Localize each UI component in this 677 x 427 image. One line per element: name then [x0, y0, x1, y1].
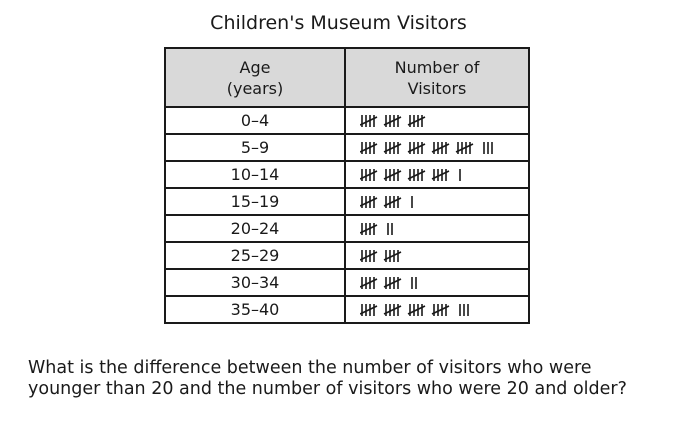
- tally-group-of-five: [432, 169, 449, 181]
- question-text: What is the difference between the number of visitors who were younger than 20 and the number of visitors who were 20 and older?: [28, 358, 627, 399]
- tally-group-of-five: [360, 250, 377, 262]
- tally-marks: [360, 194, 420, 210]
- age-range-cell: 15–19: [165, 188, 345, 215]
- table-row: [165, 188, 529, 215]
- tally-cell: [345, 269, 529, 296]
- table-row: [165, 107, 529, 134]
- age-range-cell: 5–9: [165, 134, 345, 161]
- tally-group-of-five: [360, 277, 377, 289]
- age-range-cell: 20–24: [165, 215, 345, 242]
- age-column-header: [165, 48, 345, 107]
- age-range-cell: 35–40: [165, 296, 345, 323]
- table-row: [165, 161, 529, 188]
- tally-group-of-five: [384, 169, 401, 181]
- age-header-line1: Age: [239, 57, 271, 77]
- table-row: [165, 269, 529, 296]
- tally-marks: [360, 275, 424, 291]
- tally-group-of-five: [384, 196, 401, 208]
- tally-group-of-five: [384, 115, 401, 127]
- tally-group-of-five: [384, 250, 401, 262]
- table-row: [165, 215, 529, 242]
- tally-group-of-five: [360, 196, 377, 208]
- tally-marks: [360, 113, 436, 129]
- tally-cell: [345, 296, 529, 323]
- age-range-cell: 30–34: [165, 269, 345, 296]
- tally-group-of-five: [384, 277, 401, 289]
- table-row: [165, 134, 529, 161]
- tally-group-of-five: [360, 115, 377, 127]
- visitors-column-header: [345, 48, 529, 107]
- tally-group-of-five: [384, 304, 401, 316]
- tally-group-of-five: [408, 304, 425, 316]
- page-title: Children's Museum Visitors: [210, 12, 467, 34]
- tally-group-of-five: [360, 142, 377, 154]
- tally-marks: [360, 140, 500, 156]
- tally-group-of-five: [360, 223, 377, 235]
- tally-marks: [360, 167, 468, 183]
- tally-cell: [345, 107, 529, 134]
- visitors-tally-table: [164, 47, 530, 324]
- tally-group-of-five: [360, 169, 377, 181]
- age-range-cell: 0–4: [165, 107, 345, 134]
- tally-group-of-five: [456, 142, 473, 154]
- tally-group-of-five: [432, 304, 449, 316]
- tally-group-of-five: [360, 304, 377, 316]
- tally-group-of-five: [384, 142, 401, 154]
- tally-marks: [360, 248, 412, 264]
- tally-cell: [345, 134, 529, 161]
- tally-cell: [345, 161, 529, 188]
- tally-marks: [360, 302, 476, 318]
- tally-group-of-five: [408, 142, 425, 154]
- table-row: [165, 242, 529, 269]
- table-header-row: [165, 48, 529, 107]
- tally-cell: [345, 242, 529, 269]
- age-range-cell: 25–29: [165, 242, 345, 269]
- tally-group-of-five: [408, 115, 425, 127]
- tally-cell: [345, 188, 529, 215]
- visitors-header-line1: Number of: [394, 57, 480, 77]
- tally-marks: [360, 221, 400, 237]
- tally-group-of-five: [408, 169, 425, 181]
- tally-group-of-five: [432, 142, 449, 154]
- visitors-header-line2: Visitors: [407, 78, 467, 98]
- age-header-line2: (years): [226, 78, 284, 98]
- age-range-cell: 10–14: [165, 161, 345, 188]
- tally-cell: [345, 215, 529, 242]
- table-row: [165, 296, 529, 323]
